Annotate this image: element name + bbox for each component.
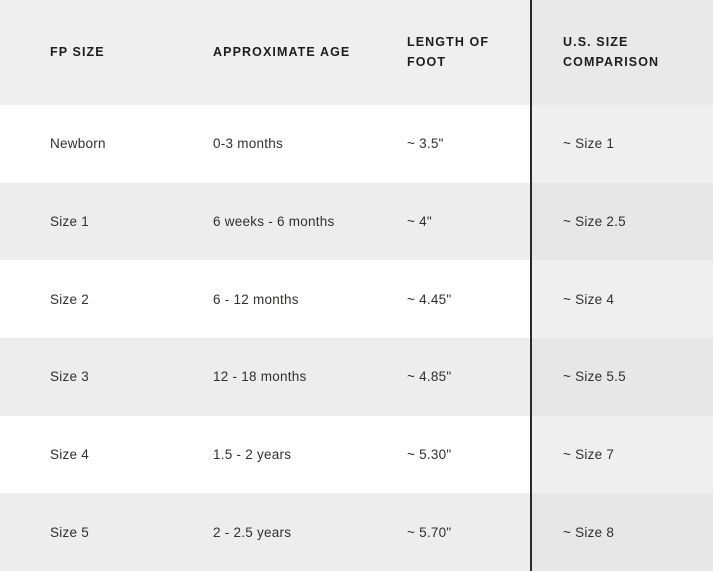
cell-us-size-comparison: ~ Size 7 — [531, 416, 713, 494]
header-row — [0, 0, 713, 105]
column-header-us-size-comparison — [531, 0, 713, 105]
cell-approximate-age: 0-3 months — [163, 105, 357, 183]
cell-length-of-foot: ~ 4" — [357, 183, 531, 261]
cell-length-of-foot: ~ 4.45" — [357, 260, 531, 338]
table-row — [0, 260, 713, 338]
cell-length-of-foot: ~ 5.30" — [357, 416, 531, 494]
column-header-approximate-age: APPROXIMATE AGE — [163, 0, 357, 105]
table-row — [0, 416, 713, 494]
table-body — [0, 105, 713, 571]
cell-length-of-foot: ~ 5.70" — [357, 493, 531, 571]
cell-approximate-age: 2 - 2.5 years — [163, 493, 357, 571]
cell-us-size-comparison: ~ Size 4 — [531, 260, 713, 338]
column-divider — [530, 0, 532, 571]
cell-fp-size: Size 5 — [0, 493, 163, 571]
cell-us-size-comparison: ~ Size 2.5 — [531, 183, 713, 261]
table-header — [0, 0, 713, 105]
column-header-fp-size: FP SIZE — [0, 0, 163, 105]
cell-fp-size: Size 2 — [0, 260, 163, 338]
cell-fp-size: Size 4 — [0, 416, 163, 494]
table-row — [0, 338, 713, 416]
table-row — [0, 105, 713, 183]
cell-us-size-comparison: ~ Size 5.5 — [531, 338, 713, 416]
column-header-length-of-foot: LENGTH OF FOOT — [357, 0, 531, 105]
cell-length-of-foot: ~ 4.85" — [357, 338, 531, 416]
cell-fp-size: Size 3 — [0, 338, 163, 416]
cell-us-size-comparison: ~ Size 1 — [531, 105, 713, 183]
cell-us-size-comparison: ~ Size 8 — [531, 493, 713, 571]
cell-approximate-age: 12 - 18 months — [163, 338, 357, 416]
table-row — [0, 183, 713, 261]
cell-approximate-age: 6 weeks - 6 months — [163, 183, 357, 261]
cell-fp-size: Size 1 — [0, 183, 163, 261]
cell-approximate-age: 1.5 - 2 years — [163, 416, 357, 494]
table-row — [0, 493, 713, 571]
column-header-us-size-comparison-text: U.S. SIZE COMPARISON — [563, 35, 660, 69]
cell-length-of-foot: ~ 3.5" — [357, 105, 531, 183]
cell-fp-size: Newborn — [0, 105, 163, 183]
cell-approximate-age: 6 - 12 months — [163, 260, 357, 338]
